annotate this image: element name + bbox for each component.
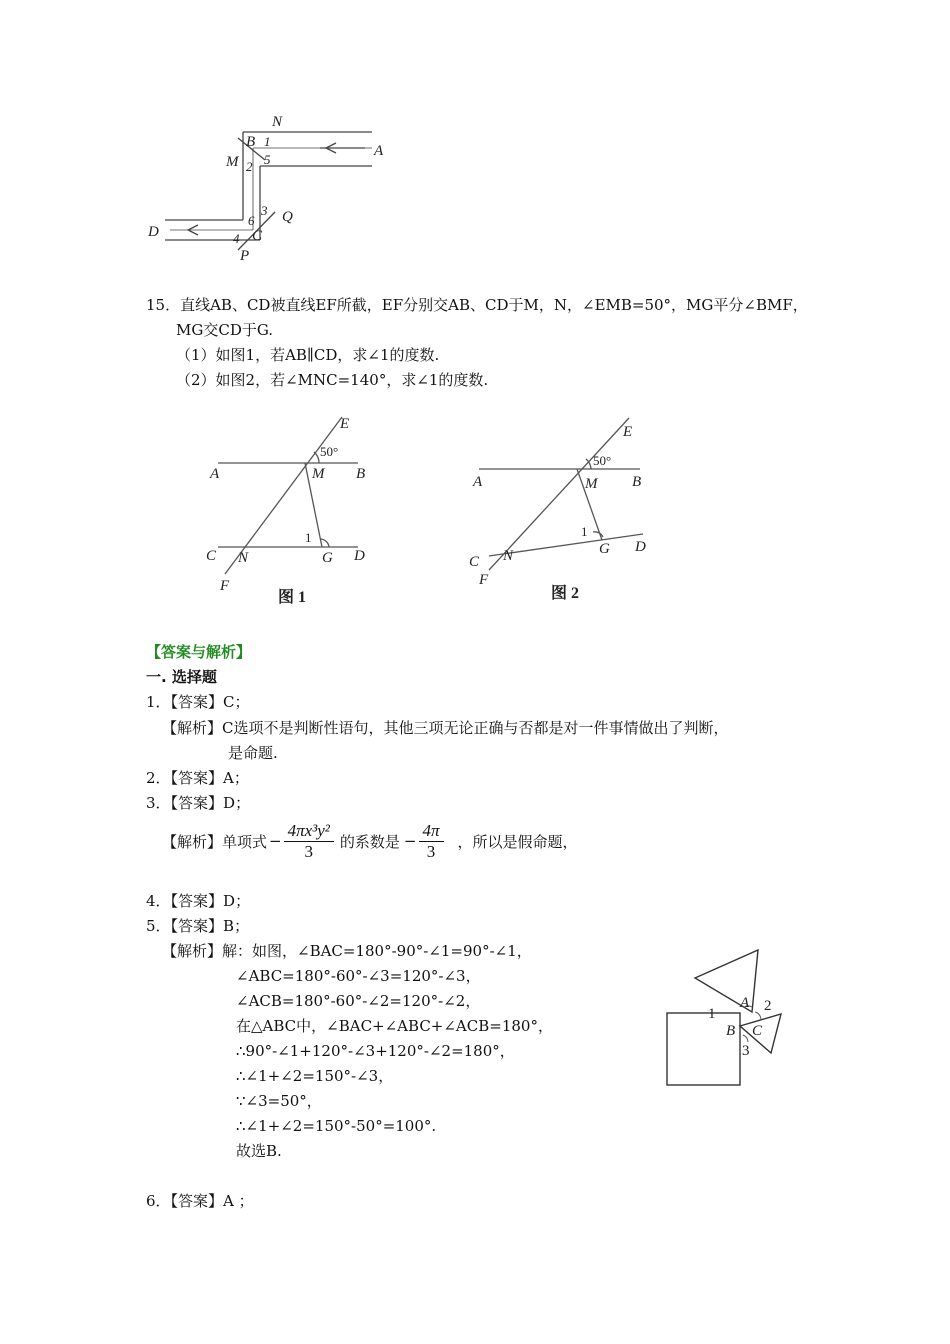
fig2-M: M: [585, 476, 598, 492]
label-D: D: [148, 224, 159, 240]
q15-line1: 15．直线AB、CD被直线EF所截，EF分别交AB、CD于M，N，∠EMB=50°，MG平分∠BMF，: [146, 296, 808, 314]
label-1: 1: [264, 134, 271, 149]
a3-prefix: 【解析】单项式: [162, 832, 268, 851]
answers-header: 【答案与解析】: [146, 643, 252, 661]
fig2-N: N: [503, 548, 514, 564]
fig5-C: C: [752, 1023, 763, 1039]
answer-5-step-5: ∴90°-∠1+120°-∠3+120°-∠2=180°，: [236, 1042, 515, 1060]
answer-5-step-7: ∵∠3=50°，: [236, 1092, 322, 1110]
q15-part2: （2）如图2，若∠MNC=140°，求∠1的度数.: [176, 371, 489, 389]
label-M: M: [226, 154, 239, 170]
figure-1: [198, 412, 388, 610]
fig1-angle: 50°: [320, 444, 339, 459]
a3-frac1-num: 4πx³y²: [284, 821, 334, 842]
label-4: 4: [233, 231, 240, 246]
fig5-B: B: [726, 1023, 736, 1039]
minus-sign-2: −: [403, 832, 417, 850]
label-5: 5: [264, 152, 271, 167]
fig5-A: A: [740, 995, 750, 1011]
fig1-D: D: [354, 548, 365, 564]
a3-fraction-1: [284, 821, 334, 862]
answer-5-step-6: ∴∠1+∠2=150°-∠3，: [236, 1067, 394, 1085]
answer-4: 4．【答案】D；: [146, 892, 251, 910]
label-C: C: [252, 228, 263, 244]
fig2-F: F: [479, 572, 489, 588]
fig1-1: 1: [305, 530, 312, 545]
fig1-M: M: [312, 466, 325, 482]
label-P: P: [240, 248, 250, 264]
fig2-C: C: [469, 554, 480, 570]
fig2-D: D: [635, 539, 646, 555]
answer-5-step-9: 故选B.: [236, 1142, 282, 1160]
fig2-E: E: [623, 424, 633, 440]
fig5-1: 1: [708, 1006, 716, 1022]
a3-fraction-2: [419, 821, 444, 862]
fig1-F: F: [220, 578, 230, 594]
figure-q5: [660, 940, 790, 1090]
section-title: 一. 选择题: [146, 668, 217, 686]
fig1-B: B: [356, 466, 366, 482]
q15-part1: （1）如图1，若AB∥CD，求∠1的度数.: [176, 346, 440, 364]
answer-1: 1．【答案】C；: [146, 693, 250, 711]
fig1-N: N: [238, 550, 249, 566]
label-3: 3: [261, 203, 268, 218]
answer-1-explanation-cont: 是命题.: [228, 744, 278, 762]
fig1-G: G: [322, 550, 333, 566]
fig2-caption: 图 2: [551, 585, 580, 602]
fig2-G: G: [599, 541, 610, 557]
label-6: 6: [248, 213, 255, 228]
fig2-1: 1: [581, 524, 588, 539]
fig2-B: B: [632, 474, 642, 490]
a3-frac2-den: 3: [426, 841, 436, 861]
a3-suffix: ，所以是假命题，: [457, 832, 578, 851]
answer-5-step-8: ∴∠1+∠2=150°-50°=100°.: [236, 1117, 437, 1135]
answer-5-step-3: ∠ACB=180°-60°-∠2=120°-∠2，: [236, 992, 481, 1010]
answer-5-step-1: 【解析】解：如图，∠BAC=180°-90°-∠1=90°-∠1，: [162, 942, 532, 960]
fig2-A: A: [473, 474, 483, 490]
a3-mid: 的系数是: [339, 832, 400, 851]
a3-frac1-den: 3: [304, 841, 313, 861]
figure-2: [465, 410, 665, 608]
fig5-3: 3: [742, 1043, 750, 1059]
fig1-E: E: [340, 416, 350, 432]
answer-2: 2．【答案】A；: [146, 769, 249, 787]
label-A: A: [374, 143, 384, 159]
label-N: N: [272, 114, 283, 130]
answer-5: 5．【答案】B；: [146, 917, 250, 935]
answer-3: 3．【答案】D；: [146, 794, 251, 812]
pipe-figure: [140, 108, 400, 268]
fig5-2: 2: [764, 998, 772, 1014]
answer-3-explanation: [162, 815, 578, 867]
label-2: 2: [246, 159, 253, 174]
label-B: B: [246, 134, 256, 150]
answer-1-explanation: 【解析】C选项不是判断性语句，其他三项无论正确与否都是对一件事情做出了判断，: [162, 719, 729, 737]
answer-6: 6．【答案】A ；: [146, 1192, 254, 1210]
answer-5-step-2: ∠ABC=180°-60°-∠3=120°-∠3，: [236, 967, 481, 985]
label-Q: Q: [282, 209, 293, 225]
fig1-A: A: [210, 466, 220, 482]
fig1-caption: 图 1: [278, 589, 307, 606]
q15-line2: MG交CD于G.: [176, 321, 274, 339]
minus-sign: −: [269, 832, 282, 850]
answer-5-step-4: 在△ABC中，∠BAC+∠ABC+∠ACB=180°，: [236, 1017, 553, 1035]
a3-frac2-num: 4π: [419, 821, 444, 842]
fig2-angle: 50°: [593, 453, 612, 468]
fig1-C: C: [206, 548, 217, 564]
